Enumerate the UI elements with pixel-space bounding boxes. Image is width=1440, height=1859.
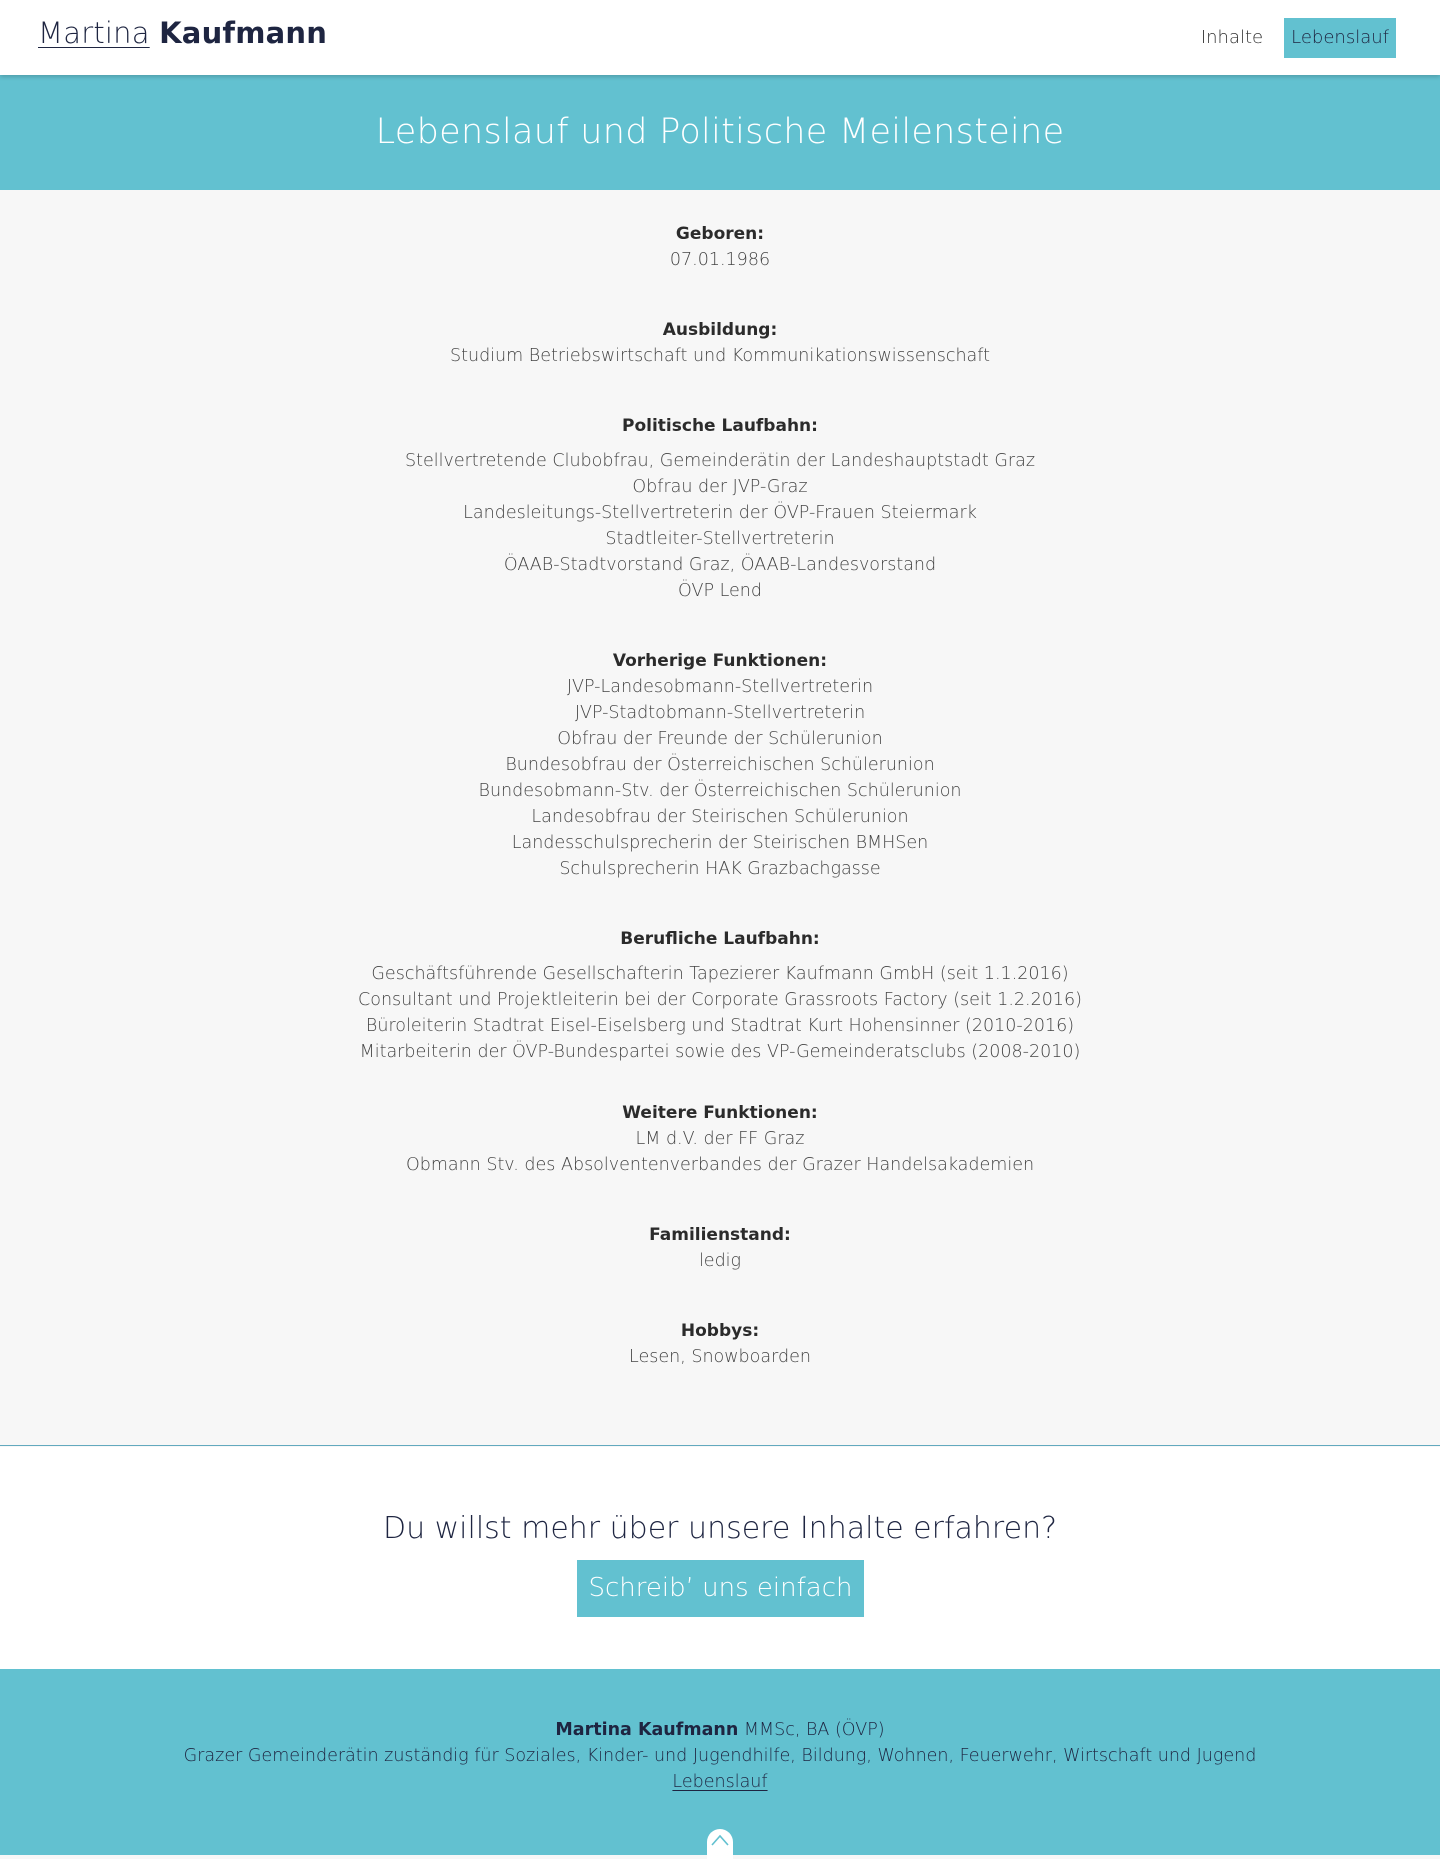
cv-line: Schulsprecherin HAK Grazbachgasse: [559, 859, 881, 879]
cv-line: Landesleitungs-Stellvertreterin der ÖVP-Frauen Steiermark: [463, 503, 977, 523]
cv-section-political-career: [0, 413, 1440, 604]
cv-line: Lesen, Snowboarden: [629, 1347, 811, 1367]
cv-heading: Hobbys:: [680, 1321, 760, 1341]
cv-heading: Familienstand:: [649, 1225, 791, 1245]
cv-line: ledig: [698, 1251, 742, 1271]
cv-section-hobbies: [0, 1318, 1440, 1370]
cta-title: Du willst mehr über unsere Inhalte erfahren?: [382, 1511, 1058, 1546]
cv-line: Landesschulsprecherin der Steirischen BMHSen: [511, 833, 929, 853]
cv-line: Mitarbeiterin der ÖVP-Bundespartei sowie des VP-Gemeinderatsclubs (2008-2010): [359, 1042, 1081, 1062]
cv-line: Obmann Stv. des Absolventenverbandes der Grazer Handelsakademien: [405, 1155, 1035, 1175]
footer-name: Martina Kaufmann: [555, 1720, 739, 1740]
cv-line: Consultant und Projektleiterin bei der Corporate Grassroots Factory (seit 1.2.2016): [358, 990, 1082, 1010]
cv-heading: Weitere Funktionen:: [622, 1103, 818, 1123]
cv-heading: Ausbildung:: [662, 320, 778, 340]
nav-item-lebenslauf[interactable]: Lebenslauf: [1284, 18, 1396, 58]
cv-section-marital-status: [0, 1222, 1440, 1274]
footer-description: Grazer Gemeinderätin zuständig für Soziales, Kinder- und Jugendhilfe, Bildung, Wohnen, Feuerwehr, Wirtschaft und Jugend: [183, 1746, 1257, 1766]
footer-name-line: [0, 1717, 1440, 1743]
cv-line: JVP-Landesobmann-Stellvertreterin: [566, 677, 874, 697]
chevron-up-icon: [710, 1833, 730, 1847]
cv-line: ÖVP Lend: [678, 581, 762, 601]
brand-first-name[interactable]: Martina: [38, 16, 150, 50]
cv-section-further-functions: [0, 1100, 1440, 1178]
cv-content: [0, 190, 1440, 1446]
cv-heading: Berufliche Laufbahn:: [620, 929, 820, 949]
cv-line: Obfrau der JVP-Graz: [632, 477, 808, 497]
cv-line: 07.01.1986: [669, 250, 771, 270]
page-title: Lebenslauf und Politische Meilensteine: [375, 112, 1065, 152]
page-hero: [0, 75, 1440, 190]
cv-section-previous-functions: [0, 648, 1440, 882]
cv-section-born: [0, 221, 1440, 273]
cv-line: Stadtleiter-Stellvertreterin: [605, 529, 835, 549]
cv-line: JVP-Stadtobmann-Stellvertreterin: [574, 703, 866, 723]
cv-line: Bundesobmann-Stv. der Österreichischen Schülerunion: [478, 781, 962, 801]
cv-line: Bundesobfrau der Österreichischen Schülerunion: [505, 755, 935, 775]
site-header: [0, 0, 1440, 75]
footer-link-row: [0, 1769, 1440, 1795]
cv-line: ÖAAB-Stadtvorstand Graz, ÖAAB-Landesvorstand: [503, 555, 937, 575]
brand-logo[interactable]: [38, 16, 327, 50]
cv-section-professional-career: [0, 926, 1440, 1065]
main-nav: [1194, 18, 1396, 58]
footer-link-lebenslauf[interactable]: Lebenslauf: [672, 1772, 768, 1792]
contact-button[interactable]: Schreib’ uns einfach: [577, 1560, 864, 1617]
nav-item-inhalte[interactable]: Inhalte: [1200, 27, 1264, 48]
cv-line: LM d.V. der FF Graz: [635, 1129, 805, 1149]
cv-heading: Vorherige Funktionen:: [612, 651, 828, 671]
cv-line: Geschäftsführende Gesellschafterin Tapezierer Kaufmann GmbH (seit 1.1.2016): [371, 964, 1069, 984]
cv-section-education: [0, 317, 1440, 369]
cv-line: Büroleiterin Stadtrat Eisel-Eiselsberg und Stadtrat Kurt Hohensinner (2010-2016): [365, 1016, 1075, 1036]
cv-line: Stellvertretende Clubobfrau, Gemeinderätin der Landeshauptstadt Graz: [405, 451, 1035, 471]
cv-line: Studium Betriebswirtschaft und Kommunikationswissenschaft: [450, 346, 990, 366]
footer-suffix: MMSc, BA (ÖVP): [743, 1720, 885, 1740]
contact-cta: [0, 1447, 1440, 1669]
cv-line: Obfrau der Freunde der Schülerunion: [557, 729, 883, 749]
site-footer: [0, 1669, 1440, 1855]
cv-line: Landesobfrau der Steirischen Schülerunion: [531, 807, 909, 827]
brand-last-name[interactable]: Kaufmann: [159, 16, 328, 50]
cv-heading: Politische Laufbahn:: [622, 416, 818, 436]
cv-heading: Geboren:: [675, 224, 765, 244]
